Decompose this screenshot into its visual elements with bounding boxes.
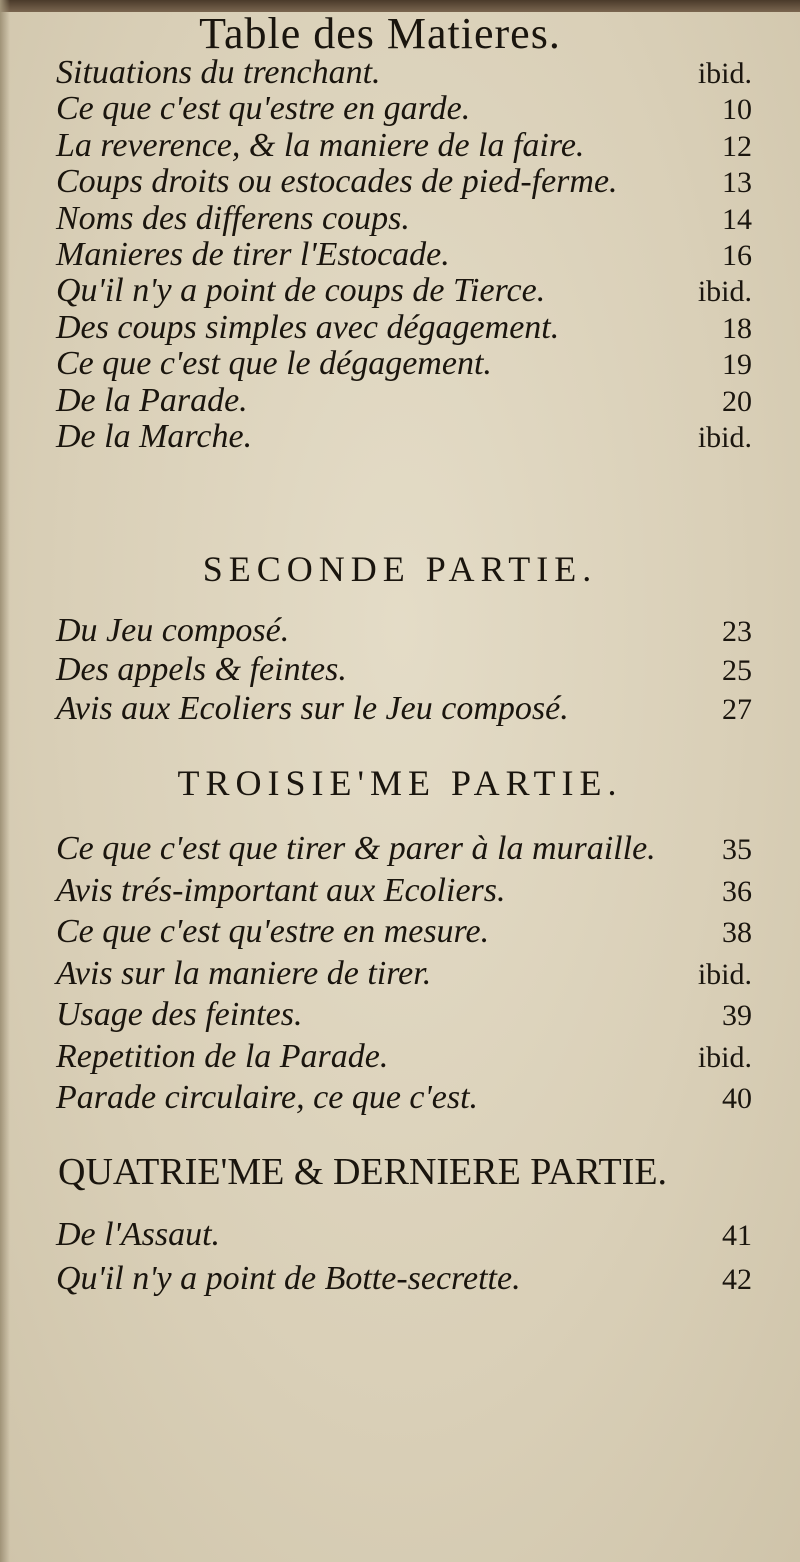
toc-entry bbox=[56, 612, 772, 650]
entry-page-number: 41 bbox=[722, 1219, 752, 1252]
toc-entry bbox=[56, 955, 772, 993]
entry-title: Noms des differens coups. bbox=[56, 199, 410, 237]
part-heading: QUATRIE'ME & DERNIERE PARTIE. bbox=[58, 1151, 668, 1193]
entry-page-number: 20 bbox=[722, 384, 752, 418]
toc-entry bbox=[56, 90, 772, 128]
toc-entry bbox=[56, 54, 772, 92]
entry-page-number: 36 bbox=[722, 874, 752, 908]
entry-page-number: 25 bbox=[722, 654, 752, 687]
entry-title: Des coups simples avec dégagement. bbox=[56, 308, 560, 346]
entry-page-number: 35 bbox=[722, 833, 752, 866]
toc-entry bbox=[56, 127, 772, 165]
toc-entry bbox=[56, 236, 772, 274]
entry-title: Du Jeu composé. bbox=[56, 612, 290, 649]
entry-title: Coups droits ou estocades de pied-ferme. bbox=[56, 163, 618, 201]
entry-title: Avis aux Ecoliers sur le Jeu composé. bbox=[56, 690, 569, 727]
toc-entry bbox=[56, 1038, 772, 1076]
toc-entry bbox=[56, 200, 772, 238]
entry-title: Usage des feintes. bbox=[56, 996, 303, 1033]
entry-page-number: 42 bbox=[722, 1263, 752, 1296]
entry-page-number: 38 bbox=[722, 916, 752, 949]
entry-page-number: 14 bbox=[722, 202, 752, 236]
entry-title: De la Parade. bbox=[56, 381, 248, 419]
entry-page-number: 12 bbox=[722, 129, 752, 163]
entry-page-number: 16 bbox=[722, 239, 752, 272]
entry-page-number: ibid. bbox=[697, 957, 752, 991]
entry-title: La reverence, & la maniere de la faire. bbox=[56, 126, 585, 164]
toc-entry bbox=[56, 913, 772, 951]
entry-page-number: ibid. bbox=[697, 1040, 752, 1074]
entry-title: De la Marche. bbox=[56, 418, 253, 455]
entry-title: Parade circulaire, ce que c'est. bbox=[56, 1079, 479, 1116]
entry-page-number: ibid. bbox=[697, 57, 752, 90]
entry-page-number: 39 bbox=[722, 999, 752, 1032]
entry-page-number: ibid. bbox=[697, 421, 752, 454]
entry-title: Ce que c'est qu'estre en garde. bbox=[56, 90, 471, 128]
toc-entry bbox=[56, 872, 772, 910]
entry-page-number: 27 bbox=[722, 693, 752, 726]
entry-page-number: 10 bbox=[722, 93, 752, 127]
toc-entry bbox=[56, 163, 772, 201]
toc-entry bbox=[56, 1079, 772, 1117]
entry-title: Qu'il n'y a point de coups de Tierce. bbox=[56, 272, 546, 310]
toc-entry bbox=[56, 382, 772, 420]
entry-title: Repetition de la Parade. bbox=[56, 1037, 389, 1075]
toc-entry bbox=[56, 651, 772, 689]
entry-title: Situations du trenchant. bbox=[56, 54, 381, 91]
part-heading: SECONDE PARTIE. bbox=[202, 549, 598, 589]
entry-title: Ce que c'est qu'estre en mesure. bbox=[56, 913, 490, 950]
entry-title: Avis trés-important aux Ecoliers. bbox=[56, 871, 506, 909]
entry-title: Des appels & feintes. bbox=[56, 651, 347, 688]
toc-entry bbox=[56, 996, 772, 1034]
entry-page-number: 40 bbox=[722, 1082, 752, 1115]
entry-title: De l'Assaut. bbox=[56, 1216, 221, 1253]
toc-entry bbox=[56, 309, 772, 347]
toc-entry bbox=[56, 830, 772, 868]
toc-entry bbox=[56, 345, 772, 383]
toc-entry bbox=[56, 272, 772, 310]
toc-entry bbox=[56, 1216, 772, 1254]
part-heading: TROISIE'ME PARTIE. bbox=[177, 763, 623, 803]
entry-page-number: ibid. bbox=[697, 275, 752, 309]
entry-title: Ce que c'est que le dégagement. bbox=[56, 345, 492, 383]
entry-title: Ce que c'est que tirer & parer à la muraille. bbox=[56, 830, 656, 867]
entry-title: Manieres de tirer l'Estocade. bbox=[56, 236, 450, 273]
toc-entry bbox=[56, 1260, 772, 1298]
running-head: Table des Matieres. bbox=[199, 9, 561, 58]
entry-page-number: 18 bbox=[722, 311, 752, 345]
entry-page-number: 19 bbox=[722, 348, 752, 382]
entry-title: Qu'il n'y a point de Botte-secrette. bbox=[56, 1260, 521, 1297]
entry-page-number: 13 bbox=[722, 166, 752, 200]
toc-entry bbox=[56, 690, 772, 728]
toc-entry bbox=[56, 418, 772, 456]
entry-page-number: 23 bbox=[722, 615, 752, 648]
entry-title: Avis sur la maniere de tirer. bbox=[56, 954, 432, 992]
